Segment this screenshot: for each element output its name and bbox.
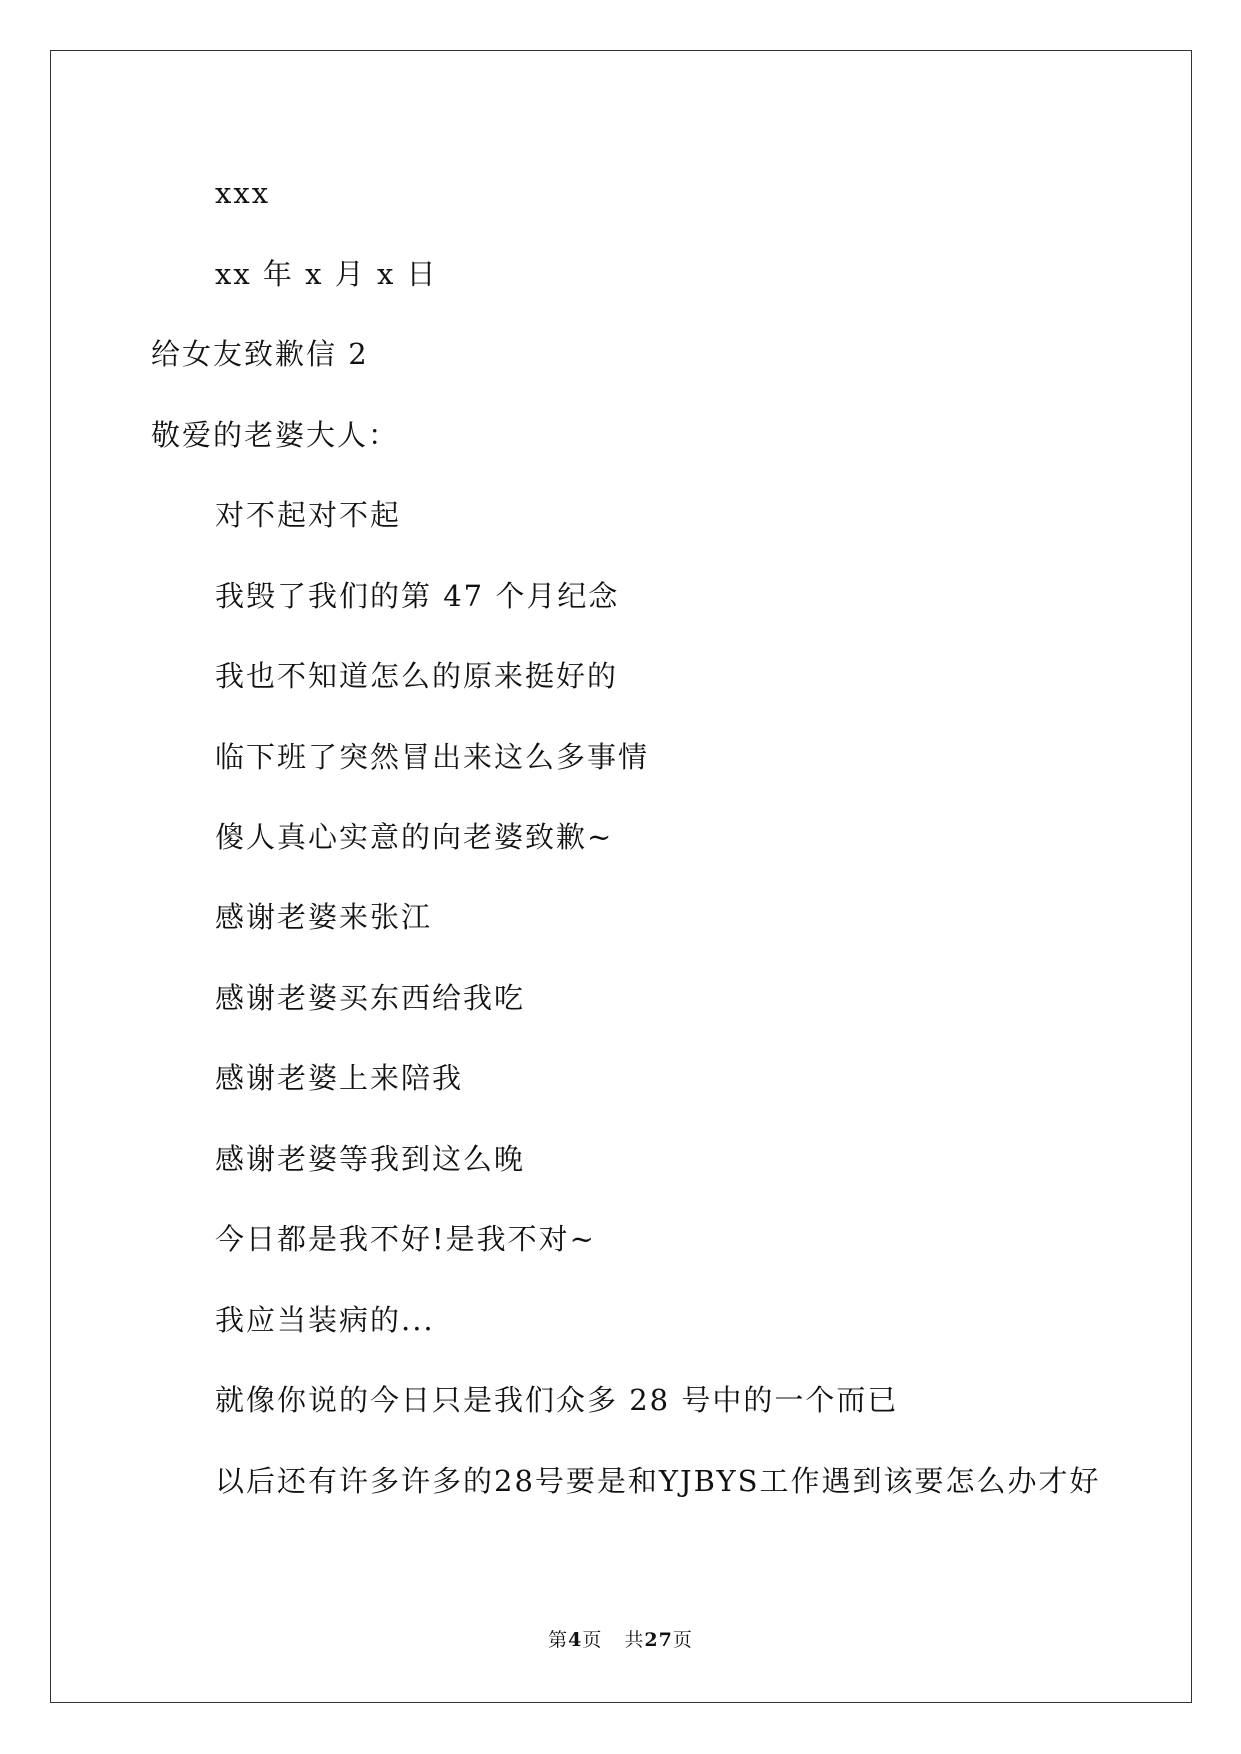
body-line: 感谢老婆上来陪我 xyxy=(215,1061,464,1095)
body-line: 感谢老婆来张江 xyxy=(215,900,433,934)
page-suffix: 页 xyxy=(582,1629,603,1651)
page-prefix: 第 xyxy=(548,1629,569,1651)
body-line: 我毁了我们的第 47 个月纪念 xyxy=(215,579,620,613)
current-page-number: 4 xyxy=(568,1629,583,1651)
body-line: 我应当装病的... xyxy=(215,1303,435,1337)
signature-name: xxx xyxy=(215,176,271,210)
salutation: 敬爱的老婆大人： xyxy=(151,418,400,452)
body-line: 就像你说的今日只是我们众多 28 号中的一个而已 xyxy=(215,1383,899,1417)
total-page-count: 27 xyxy=(644,1629,673,1651)
body-line: 感谢老婆买东西给我吃 xyxy=(215,981,526,1015)
page-footer xyxy=(0,1625,1241,1652)
total-prefix: 共 xyxy=(624,1629,645,1651)
page-border xyxy=(50,50,1192,1703)
section-title: 给女友致歉信 2 xyxy=(151,337,369,371)
body-line: 我也不知道怎么的原来挺好的 xyxy=(215,659,619,693)
signature-date: xx 年 x 月 x 日 xyxy=(215,257,438,291)
body-line: 傻人真心实意的向老婆致歉~ xyxy=(215,820,614,854)
body-line: 感谢老婆等我到这么晚 xyxy=(215,1142,526,1176)
body-line: 今日都是我不好!是我不对~ xyxy=(215,1222,596,1256)
total-suffix: 页 xyxy=(672,1629,693,1651)
body-line: 临下班了突然冒出来这么多事情 xyxy=(215,740,650,774)
body-line: 对不起对不起 xyxy=(215,498,402,532)
body-line: 以后还有许多许多的28号要是和YJBYS工作遇到该要怎么办才好 xyxy=(215,1464,1101,1498)
